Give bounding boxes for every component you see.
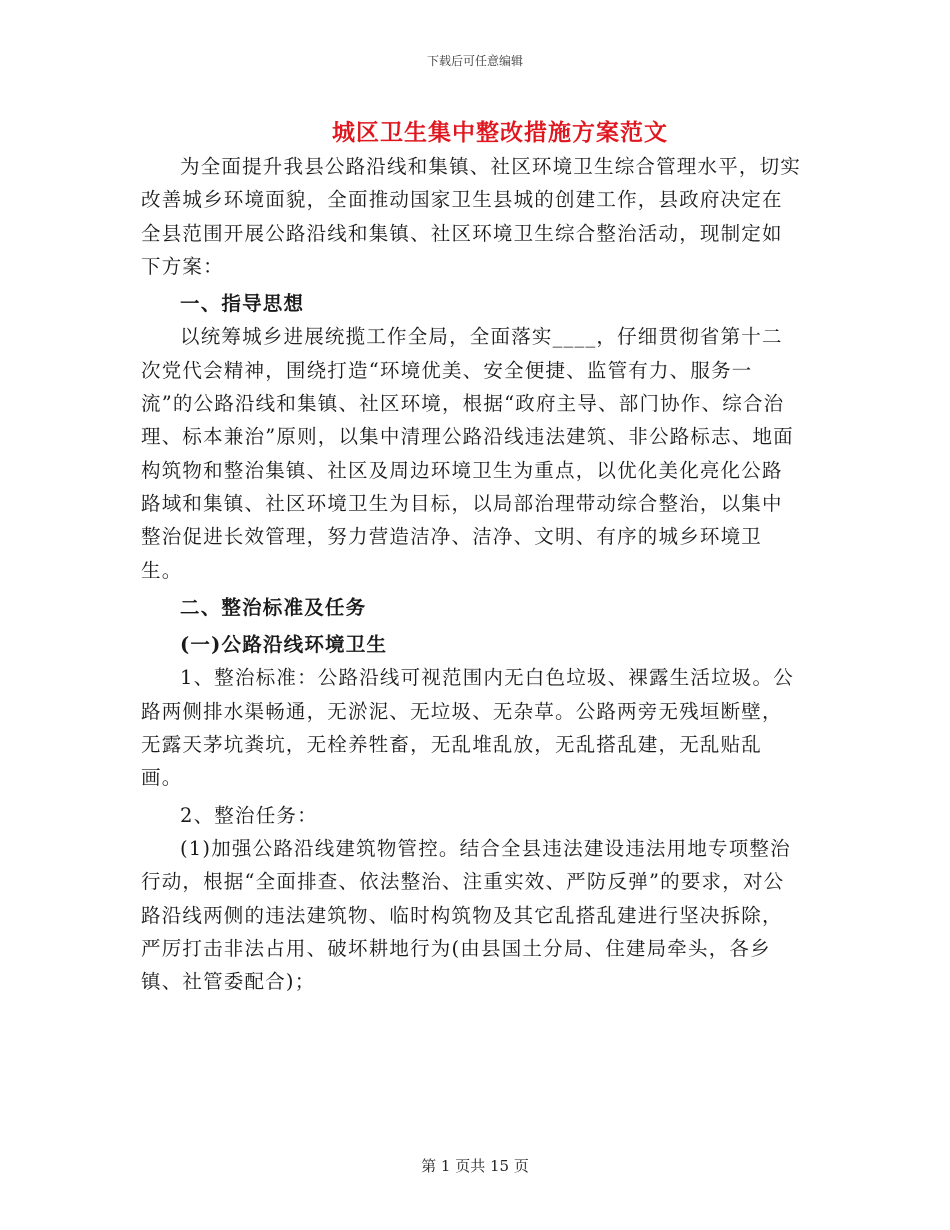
paragraph-tasks: 2、整治任务：: [180, 803, 318, 827]
paragraph-intro: 为全面提升我县公路沿线和集镇、社区环境卫生综合管理水平，切实改善城乡环境面貌，全面推动国家卫生县城的创建工作，县政府决定在全县范围开展公路沿线和集镇、社区环境卫生综合整治活动，现制定如下方案：: [141, 155, 802, 278]
document-body: [141, 150, 801, 998]
header-note: 下载后可任意编辑: [426, 54, 523, 68]
heading-road-sanitation: (一)公路沿线环境卫生: [180, 633, 388, 657]
paragraph-guiding-thought: 以统筹城乡进展统揽工作全局，全面落实____，仔细贯彻省第十二次党代会精神，围绕打造“环境优美、安全便捷、监管有力、服务一流”的公路沿线和集镇、社区环境，根据“政府主导、部门协作、综合治理、标本兼治”原则，以集中清理公路沿线违法建筑、非公路标志、地面构筑物和整治集镇、社区及周边环境卫生为重点，以优化美化亮化公路路域和集镇、社区环境卫生为目标，以局部治理带动综合整治，以集中整治促进长效管理，努力营造洁净、洁净、文明、有序的城乡环境卫生。: [141, 325, 794, 582]
paragraph-task-1: (1)加强公路沿线建筑物管控。结合全县违法建设违法用地专项整治行动，根据“全面排查、依法整治、注重实效、严防反弹”的要求，对公路沿线两侧的违法建筑物、临时构筑物及其它乱搭乱建进行坚决拆除，严厉打击非法占用、破坏耕地行为(由县国土分局、住建局牵头，各乡镇、社管委配合)；: [141, 836, 791, 994]
paragraph-standard: 1、整治标准：公路沿线可视范围内无白色垃圾、裸露生活垃圾。公路两侧排水渠畅通，无淤泥、无垃圾、无杂草。公路两旁无残垣断壁，无露天茅坑粪坑，无栓养牲畜，无乱堆乱放，无乱搭乱建，无乱贴乱画。: [141, 666, 794, 790]
heading-standards-tasks: 二、整治标准及任务: [180, 595, 367, 619]
document-title: 城区卫生集中整改措施方案范文: [332, 119, 668, 146]
heading-guiding-thought: 一、指导思想: [180, 292, 305, 316]
page-footer: 第 1 页共 15 页: [421, 1157, 529, 1175]
